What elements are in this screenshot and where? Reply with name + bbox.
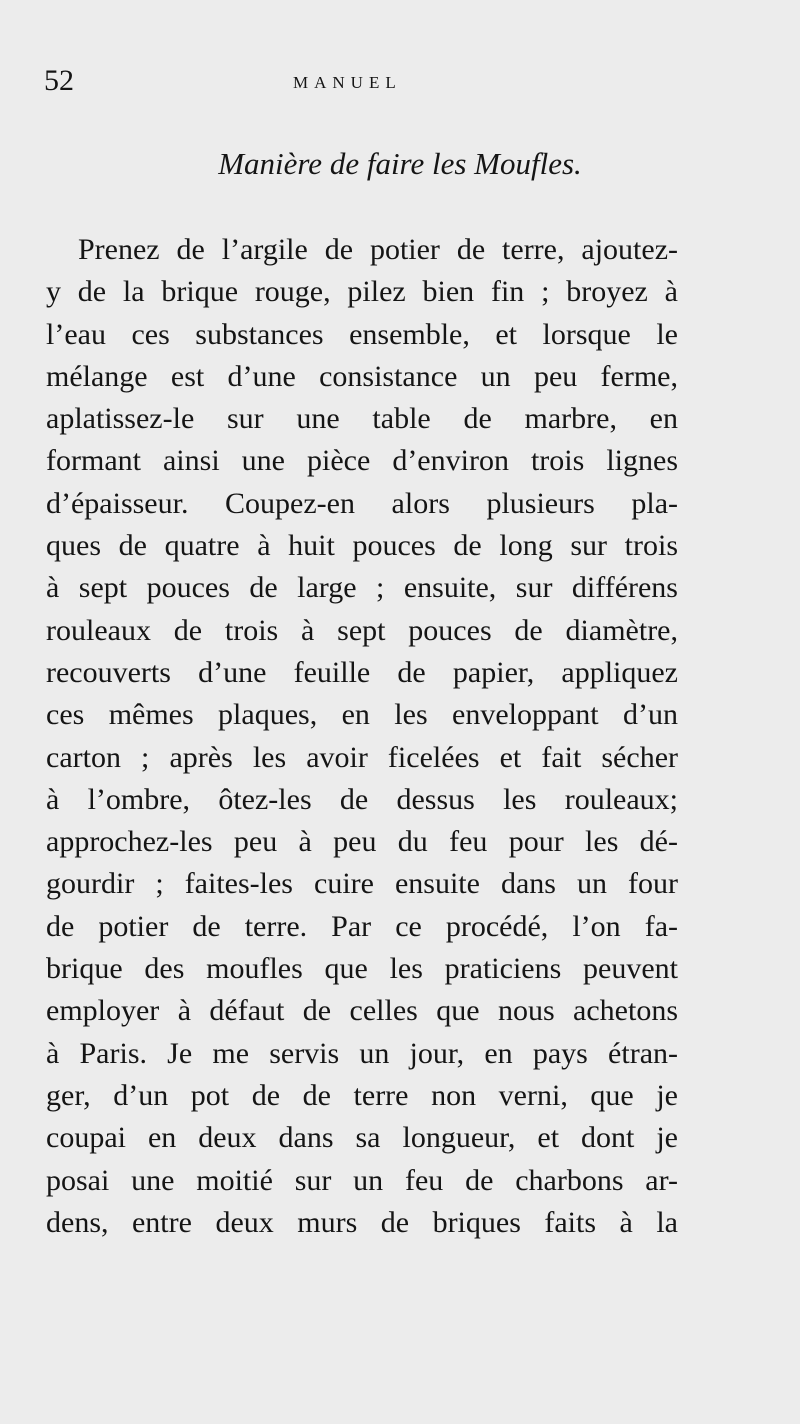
text-line: l’eau ces substances ensemble, et lorsque le bbox=[46, 317, 678, 351]
text-line: à l’ombre, ôtez-les de dessus les rouleaux; bbox=[46, 782, 678, 816]
text-line: à sept pouces de large ; ensuite, sur différens bbox=[46, 571, 678, 605]
text-line: aplatissez-le sur une table de marbre, en bbox=[46, 402, 678, 436]
text-line: à Paris. Je me servis un jour, en pays étran- bbox=[46, 1036, 678, 1070]
running-head: MANUEL bbox=[293, 73, 402, 92]
section-title: Manière de faire les Moufles. bbox=[218, 146, 582, 181]
text-line: ces mêmes plaques, en les enveloppant d’un bbox=[46, 698, 678, 732]
text-line: formant ainsi une pièce d’environ trois lignes bbox=[46, 444, 678, 478]
text-line: mélange est d’une consistance un peu ferme, bbox=[46, 359, 678, 393]
text-line: ques de quatre à huit pouces de long sur trois bbox=[46, 529, 678, 563]
text-line: y de la brique rouge, pilez bien fin ; broyez à bbox=[46, 275, 678, 309]
text-line: d’épaisseur. Coupez-en alors plusieurs pla- bbox=[46, 486, 678, 520]
page-number: 52 bbox=[44, 64, 74, 97]
text-line: posai une moitié sur un feu de charbons ar- bbox=[46, 1163, 678, 1197]
text-line: dens, entre deux murs de briques faits à la bbox=[46, 1205, 678, 1239]
text-line: gourdir ; faites-les cuire ensuite dans un four bbox=[46, 867, 678, 901]
text-line: brique des moufles que les praticiens peuvent bbox=[46, 952, 678, 986]
text-line: rouleaux de trois à sept pouces de diamètre, bbox=[46, 613, 678, 647]
text-line: approchez-les peu à peu du feu pour les dé- bbox=[46, 825, 678, 859]
text-line: ger, d’un pot de de terre non verni, que je bbox=[46, 1078, 678, 1112]
text-line: recouverts d’une feuille de papier, appliquez bbox=[46, 655, 678, 689]
text-line: de potier de terre. Par ce procédé, l’on fa- bbox=[46, 909, 678, 943]
text-line: coupai en deux dans sa longueur, et dont je bbox=[46, 1121, 678, 1155]
text-line: employer à défaut de celles que nous achetons bbox=[46, 994, 678, 1028]
text-line: carton ; après les avoir ficelées et fait sécher bbox=[46, 740, 678, 774]
body-paragraph bbox=[46, 229, 678, 1244]
text-line: Prenez de l’argile de potier de terre, ajoutez- bbox=[78, 233, 678, 266]
